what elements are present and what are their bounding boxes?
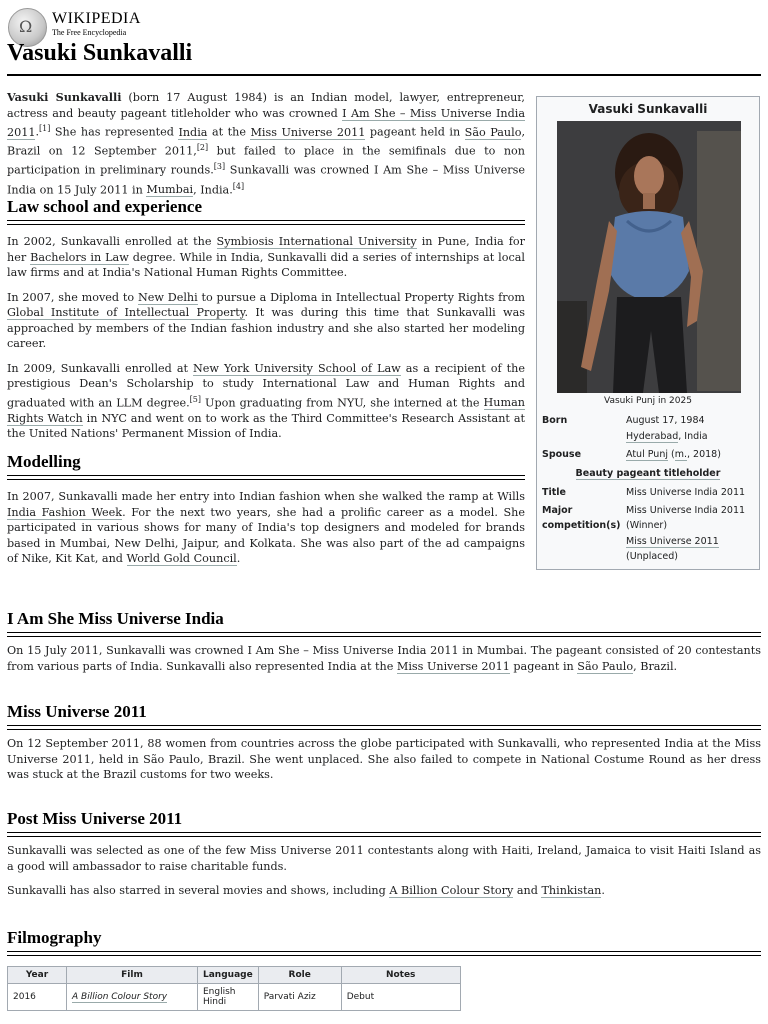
- text: pageant held in: [365, 125, 465, 139]
- link-beauty-pageant[interactable]: Beauty pageant titleholder: [575, 468, 721, 479]
- text: In 2007, Sunkavalli made her entry into Indian fashion when she walked the ramp at Wills: [7, 490, 525, 503]
- text: (born 17 August 1984) is an Indian model, lawyer, entrepreneur, actress and beauty pageant titleholder who was crowned: [7, 91, 525, 120]
- link-i-am-she-2011[interactable]: I Am She – Miss Universe India 2011: [7, 106, 525, 139]
- text: In 2002, Sunkavalli enrolled at the: [7, 235, 217, 248]
- cell-year: 2016: [8, 984, 67, 1011]
- link-human-rights-watch[interactable]: Human Rights Watch: [7, 396, 525, 425]
- link-india-fashion-week[interactable]: India Fashion Week: [7, 505, 123, 519]
- value-major-1: Miss Universe India 2011: [626, 505, 746, 516]
- cell-role: Parvati Aziz: [258, 984, 341, 1011]
- cell-notes: Debut: [341, 984, 460, 1011]
- text: pageant in: [509, 659, 578, 673]
- table-header-row: [8, 967, 461, 984]
- text: degree. While in India, Sunkavalli did a series of internships at local law firms and at India's National Human Rights Committee.: [7, 250, 525, 279]
- label-major: Major: [542, 505, 573, 516]
- intro-section: [7, 90, 525, 207]
- label-title: Title: [542, 487, 566, 498]
- text: She has represented: [50, 125, 179, 139]
- link-miss-universe-2011[interactable]: Miss Universe 2011: [626, 536, 719, 547]
- citation-5[interactable]: [5]: [189, 394, 202, 404]
- text: Sunkavalli was crowned I Am She – Miss Universe India on 15 July 2011 in: [7, 164, 525, 197]
- text: and: [513, 884, 542, 897]
- law-paragraph-1: [7, 234, 525, 281]
- mu2011-paragraph: On 12 September 2011, 88 women from countries across the globe participated with Sunkavalli, who represented India at the Miss Universe 2011, held in São Paulo, Brazil. She went unplaced. She also failed to compete in National Costume Round as her dress was stuck at the Brazil customs for two weeks.: [7, 737, 761, 781]
- value-major-4: (Unplaced): [626, 551, 678, 562]
- cell-film: [67, 984, 198, 1011]
- text: In 2009, Sunkavalli enrolled at: [7, 361, 194, 375]
- post-paragraph-1: Sunkavalli was selected as one of the few Miss Universe 2011 contestants along with Haiti, Ireland, Jamaica to visit Haiti Island as a good will ambassador to raise charitable funds.: [7, 844, 761, 873]
- table-row: [8, 984, 461, 1011]
- infobox-title: Vasuki Sunkavalli: [588, 102, 708, 116]
- law-paragraph-3: [7, 361, 525, 442]
- value-born-date: August 17, 1984: [626, 415, 705, 426]
- post-paragraph-2: [7, 883, 761, 899]
- heading-post-miss-universe: Post Miss Universe 2011: [7, 809, 183, 828]
- link-nyu-law[interactable]: New York University School of Law: [193, 361, 401, 375]
- title-divider: [7, 74, 761, 76]
- link-thinkistan[interactable]: Thinkistan: [541, 884, 602, 897]
- wikipedia-wordmark[interactable]: WIKIPEDIA: [52, 10, 141, 27]
- value-title: Miss Universe India 2011: [626, 487, 746, 498]
- modelling-paragraph: [7, 489, 525, 567]
- filmography-table: [7, 966, 461, 1011]
- text: but failed to place in the semifinals due to non participation in preliminary rounds.: [7, 144, 525, 178]
- text: .: [236, 552, 241, 565]
- section-modelling: [7, 452, 525, 576]
- text: Upon graduating from NYU, she interned at the: [201, 396, 484, 410]
- text: .: [601, 884, 605, 897]
- link-india[interactable]: India: [178, 125, 208, 139]
- link-symbiosis[interactable]: Symbiosis International University: [216, 235, 417, 248]
- column-header-film: Film: [67, 967, 198, 984]
- text: , India.: [193, 183, 233, 197]
- citation-4[interactable]: [4]: [232, 181, 245, 191]
- text: 2018): [690, 449, 721, 460]
- link-bachelors-law[interactable]: Bachelors in Law: [30, 250, 129, 264]
- text: as a recipient of the prestigious Dean's Scholarship to study International Law and Human Rights and graduated with an LLM degree.: [7, 361, 525, 410]
- text: , Brazil on 12 September 2011,: [7, 125, 525, 158]
- section-law: [7, 197, 525, 451]
- citation-2[interactable]: [2]: [196, 143, 209, 153]
- link-billion-colour-story[interactable]: A Billion Colour Story: [389, 884, 514, 897]
- infobox: [536, 96, 760, 570]
- text: , Brazil.: [633, 659, 678, 673]
- section-mu2011: [7, 702, 761, 792]
- heading-modelling: Modelling: [7, 452, 81, 471]
- link-sao-paulo[interactable]: São Paulo: [464, 125, 522, 139]
- text: , India: [678, 431, 708, 442]
- link-miss-universe-2011[interactable]: Miss Universe 2011: [396, 659, 510, 673]
- text: . For the next two years, she had a prolific career as a model. She participated in various shows for many of India's top designers and modeled for brands based in Mumbai, New Delhi, Jaipur, and Kolkata. She was also part of the ad campaigns of Nike, Kit Kat, and: [7, 505, 526, 565]
- link-mumbai[interactable]: Mumbai: [146, 183, 194, 197]
- infobox-section-header: [537, 468, 759, 479]
- heading-filmography: Filmography: [7, 928, 102, 947]
- intro-paragraph: Vasuki Sunkavalli (born 17 August 1984) is an Indian model, lawyer, entrepreneur, actress and beauty pageant titleholder who was crowned I Am She – Miss Universe India 2011.[1] She has represented India at the Miss Universe 2011 pageant held in São Paulo, Brazil on 12 September 2011,[2] but failed to place in the semifinals due to non participation in preliminary rounds.[3] Sunkavalli was crowned I Am She – Miss Universe India on 15 July 2011 in Mumbai, India.[4]: [7, 90, 525, 197]
- link-married-abbr[interactable]: m.: [674, 449, 687, 460]
- link-film-title[interactable]: A Billion Colour Story: [72, 992, 168, 1002]
- photo-caption: Vasuki Punj in 2025: [604, 396, 692, 406]
- law-paragraph-2: [7, 290, 525, 352]
- portrait-illustration: [557, 121, 741, 393]
- heading-i-am-she: I Am She Miss Universe India: [7, 609, 224, 628]
- wikipedia-globe-logo[interactable]: Ω: [8, 8, 47, 47]
- section-filmography: [7, 928, 761, 956]
- label-born: Born: [542, 415, 568, 426]
- label-spouse: Spouse: [542, 449, 582, 460]
- i-am-she-paragraph: [7, 643, 761, 674]
- page-title: Vasuki Sunkavalli: [7, 40, 193, 66]
- text: Sunkavalli has also starred in several movies and shows, including: [7, 884, 390, 897]
- value-spouse: Atul Punj (m., 2018): [626, 449, 721, 460]
- language-1: English: [203, 987, 236, 997]
- heading-rule: [7, 951, 761, 956]
- text: . It was during this time that Sunkavalli was approached by members of the Indian fashion industry and she also started her modeling career.: [7, 306, 525, 350]
- link-sao-paulo[interactable]: São Paulo: [577, 659, 634, 673]
- heading-miss-universe-2011: Miss Universe 2011: [7, 702, 147, 721]
- subject-name: Vasuki Sunkavalli: [7, 90, 122, 104]
- value-born-place: [626, 431, 708, 442]
- link-world-gold-council[interactable]: World Gold Council: [126, 552, 237, 565]
- text: In 2007, she moved to: [7, 290, 138, 304]
- language-2: Hindi: [203, 997, 227, 1007]
- text: in NYC and went on to work as the Third Committee's Research Assistant at the United Nations' Permanent Mission of India.: [7, 411, 525, 441]
- text: at the: [207, 125, 251, 139]
- citation-1[interactable]: [1]: [39, 124, 51, 133]
- column-header-role: Role: [258, 967, 341, 984]
- section-post-mu: [7, 809, 761, 908]
- value-major-3: [626, 536, 719, 547]
- column-header-year: Year: [8, 967, 67, 984]
- link-global-institute[interactable]: Global Institute of Intellectual Property: [7, 306, 245, 319]
- cell-language: [198, 984, 259, 1011]
- text: On 15 July 2011, Sunkavalli was crowned I Am She – Miss Universe India 2011 in Mumbai. The pageant consisted of 20 contestants from various parts of India. Sunkavalli also represented India at the: [7, 644, 761, 673]
- heading-law-school: Law school and experience: [7, 197, 203, 216]
- column-header-language: Language: [198, 967, 259, 984]
- portrait-photo[interactable]: [557, 121, 741, 393]
- link-hyderabad[interactable]: Hyderabad: [626, 431, 679, 442]
- text: to pursue a Diploma in Intellectual Property Rights from: [197, 290, 525, 304]
- citation-3[interactable]: [3]: [213, 162, 226, 172]
- link-atul-punj[interactable]: Atul Punj: [626, 449, 668, 460]
- wikipedia-tagline: The Free Encyclopedia: [52, 28, 127, 37]
- text: in Pune, India for her: [7, 235, 525, 264]
- link-new-delhi[interactable]: New Delhi: [137, 290, 198, 304]
- label-competitions: competition(s): [542, 520, 621, 531]
- column-header-notes: Notes: [341, 967, 460, 984]
- section-i-am-she: [7, 609, 761, 683]
- value-major-2: (Winner): [626, 520, 668, 531]
- link-miss-universe-2011[interactable]: Miss Universe 2011: [250, 125, 366, 139]
